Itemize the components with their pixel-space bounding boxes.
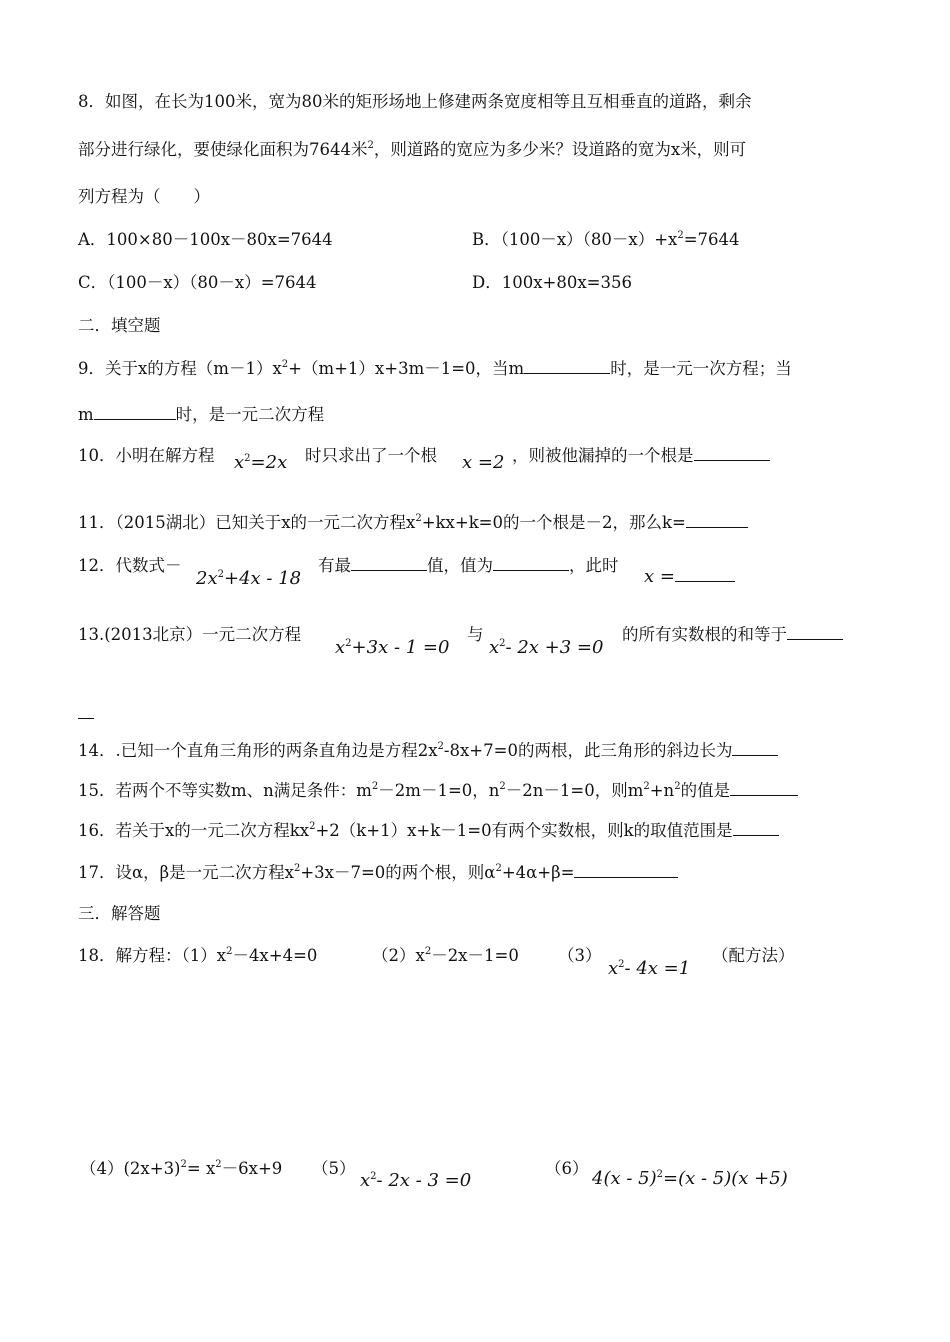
q15-blank[interactable] — [730, 780, 798, 796]
q12-blank-2[interactable] — [493, 555, 569, 571]
q14-text-b: -8x+7=0的两根，此三角形的斜边长为 — [443, 741, 733, 760]
q15-line — [78, 779, 798, 803]
q13-eq2-a: x — [489, 637, 500, 658]
q18-part3-equation — [608, 958, 690, 979]
q12-expression — [196, 568, 301, 589]
q11-sup: 2 — [415, 513, 422, 524]
q18-p2-a: （2）x — [372, 946, 425, 965]
q8-option-c: C．（100－x）（80－x）=7644 — [78, 273, 317, 292]
q18-p4-c: －6x+9 — [221, 1159, 283, 1178]
q16-blank[interactable] — [733, 820, 779, 836]
q18-label: 18．解方程： — [78, 946, 182, 965]
q13-text-c-label: 的所有实数根的和等于 — [622, 625, 787, 644]
q8-option-a: A．100×80－100x－80x=7644 — [78, 230, 333, 249]
q11-line — [78, 511, 748, 535]
q10-eq-rest: =2x — [250, 452, 288, 473]
q18-p3-eq-b: - 4x =1 — [624, 958, 691, 979]
q8-option-d: D．100x+80x=356 — [472, 273, 632, 292]
q13-text-b: 与 — [467, 625, 484, 644]
q14-sup: 2 — [437, 741, 444, 752]
q13-equation-2 — [489, 637, 603, 658]
q13-text-a: 13.(2013北京）一元二次方程 — [78, 625, 302, 644]
q11-text-a: 11．（2015湖北）已知关于x的一元二次方程x — [78, 513, 416, 532]
q12-blank-3[interactable] — [675, 567, 735, 582]
q8-line2-text: 部分进行绿化，要使绿化面积为7644米 — [78, 140, 368, 159]
q9-sup: 2 — [281, 359, 289, 370]
q10-eq-base: x — [234, 452, 245, 473]
q16-text-b: +2（k+1）x+k－1=0有两个实数根，则k的取值范围是 — [315, 821, 733, 840]
q10-root-text: x =2 — [462, 452, 505, 473]
q15-text-e: 的值是 — [680, 781, 731, 800]
q12-text-b — [318, 554, 619, 578]
q18-part5-label: （5） — [312, 1159, 356, 1178]
q14-blank[interactable] — [732, 740, 778, 756]
q10-equation — [234, 452, 287, 473]
q15-sup-1: 2 — [371, 781, 379, 792]
q18-p5-eq-sup: 2 — [370, 1171, 377, 1182]
q14-line — [78, 739, 778, 763]
q17-text-c: +4α+β= — [501, 863, 575, 882]
q18-part6-equation — [592, 1168, 788, 1189]
q8-line3: 列方程为（ ） — [78, 187, 210, 206]
q18-part4 — [80, 1157, 282, 1181]
q10-text-c-label: ，则被他漏掉的一个根是 — [512, 446, 694, 465]
q10-blank[interactable] — [694, 445, 770, 461]
q9-line2 — [78, 403, 324, 427]
q18-p1-a: （1）x — [181, 946, 227, 965]
q15-text-b: －2m－1=0，n — [378, 781, 500, 800]
q18-p3-eq-a: x — [608, 958, 619, 979]
q8-line2 — [78, 138, 746, 162]
q12-label-value: 值，值为 — [427, 556, 493, 575]
q13-blank[interactable] — [787, 624, 843, 640]
q18-p4-b: = x — [186, 1159, 216, 1178]
q13-equation-1 — [335, 637, 449, 658]
q11-blank[interactable] — [686, 512, 748, 528]
q18-p4-a: （4）(2x+3) — [80, 1159, 181, 1178]
q18-part3-note: （配方法） — [712, 946, 795, 965]
q17-sup-1: 2 — [293, 863, 301, 874]
q9-blank-2[interactable] — [94, 404, 176, 420]
q18-p3-eq-sup: 2 — [618, 959, 625, 970]
q18-p1-b: －4x+4=0 — [232, 946, 318, 965]
section-fill-in-heading: 二．填空题 — [78, 316, 161, 335]
q18-p6-eq-sup: 2 — [656, 1169, 664, 1180]
q16-line — [78, 819, 779, 843]
q10-text-a: 10．小明在解方程 — [78, 446, 215, 465]
q12-expr-a: 2x — [196, 568, 218, 589]
q12-expr-sup: 2 — [217, 569, 224, 580]
q15-text-c: －2n－1=0，则m — [505, 781, 644, 800]
q9-line1 — [78, 357, 792, 381]
q18-p1-sup: 2 — [226, 946, 233, 957]
q18-part2 — [372, 944, 519, 968]
q9-blank-1[interactable] — [524, 358, 610, 374]
q17-text-a: 17．设α，β是一元二次方程x — [78, 863, 294, 882]
q9-text-b: +（m+1）x+3m－1=0，当m — [288, 359, 525, 378]
q12-expr-b: +4x - 18 — [223, 568, 302, 589]
q16-text-a: 16．若关于x的一元二次方程kx — [78, 821, 310, 840]
q13-eq2-sup: 2 — [499, 638, 506, 649]
q8-line1: 8．如图，在长为100米，宽为80米的矩形场地上修建两条宽度相等且互相垂直的道路，剩余 — [78, 92, 752, 111]
q15-sup-3: 2 — [643, 781, 650, 792]
q12-text-a: 12．代数式－ — [78, 556, 182, 575]
q13-eq1-sup: 2 — [345, 638, 352, 649]
q15-text-a: 15．若两个不等实数m、n满足条件：m — [78, 781, 372, 800]
q15-sup-4: 2 — [674, 781, 681, 792]
q18-row1 — [78, 944, 317, 968]
q15-text-d: +n — [649, 781, 675, 800]
q18-p2-sup: 2 — [424, 946, 432, 957]
q9-line2-m: m — [78, 405, 94, 424]
q10-root — [462, 452, 504, 473]
q8-option-b-sup: 2 — [677, 230, 684, 241]
q15-sup-2: 2 — [499, 781, 506, 792]
q18-p4-sup1: 2 — [180, 1159, 187, 1170]
q13-blank-continued — [78, 718, 94, 719]
q12-blank-1[interactable] — [351, 555, 427, 571]
q18-p4-sup2: 2 — [215, 1159, 222, 1170]
q12-var-text: x = — [644, 566, 675, 587]
q13-eq1-b: +3x - 1 =0 — [351, 637, 450, 658]
q8-option-b-text: B．（100－x）（80－x）+x — [472, 230, 678, 249]
q10-eq-sup: 2 — [244, 453, 251, 464]
q17-sup-2: 2 — [495, 863, 502, 874]
q9-text-a: 9．关于x的方程（m－1）x — [78, 359, 282, 378]
q11-text-b: +kx+k=0的一个根是－2，那么k= — [421, 513, 686, 532]
q12-label-then: ，此时 — [569, 556, 619, 575]
q14-text-a: 14．.已知一个直角三角形的两条直角边是方程2x — [78, 741, 438, 760]
q12-label-max: 有最 — [318, 556, 351, 575]
q18-part3-label: （3） — [558, 946, 602, 965]
q8-line2-text-b: ，则道路的宽应为多少米？设道路的宽为x米，则可 — [373, 140, 747, 159]
q8-option-b-tail: =7644 — [683, 230, 740, 249]
q17-blank[interactable] — [574, 862, 678, 878]
q17-line — [78, 861, 678, 885]
section-solve-heading: 三．解答题 — [78, 904, 161, 923]
q8-superscript: 2 — [367, 140, 374, 151]
q10-text-b: 时只求出了一个根 — [305, 446, 437, 465]
q10-text-c — [512, 444, 770, 468]
q9-text-c: 时，是一元一次方程；当 — [610, 359, 792, 378]
q13-text-c — [622, 623, 843, 647]
q17-text-b: +3x－7=0的两个根，则α — [300, 863, 496, 882]
q12-variable — [644, 566, 735, 587]
q18-p6-eq-b: =(x - 5)(x +5) — [663, 1168, 788, 1189]
q18-part6-label: （6） — [545, 1159, 589, 1178]
q16-sup: 2 — [309, 821, 316, 832]
q18-p6-eq-a: 4(x - 5) — [592, 1168, 657, 1189]
q18-p5-eq-a: x — [360, 1170, 371, 1191]
q18-p5-eq-b: - 2x - 3 =0 — [376, 1170, 472, 1191]
q18-p2-b: －2x－1=0 — [431, 946, 519, 965]
q13-eq2-b: - 2x +3 =0 — [505, 637, 604, 658]
q13-eq1-a: x — [335, 637, 346, 658]
q9-line2-text: 时，是一元二次方程 — [175, 405, 325, 424]
q8-option-b — [472, 228, 740, 252]
q18-part5-equation — [360, 1170, 471, 1191]
